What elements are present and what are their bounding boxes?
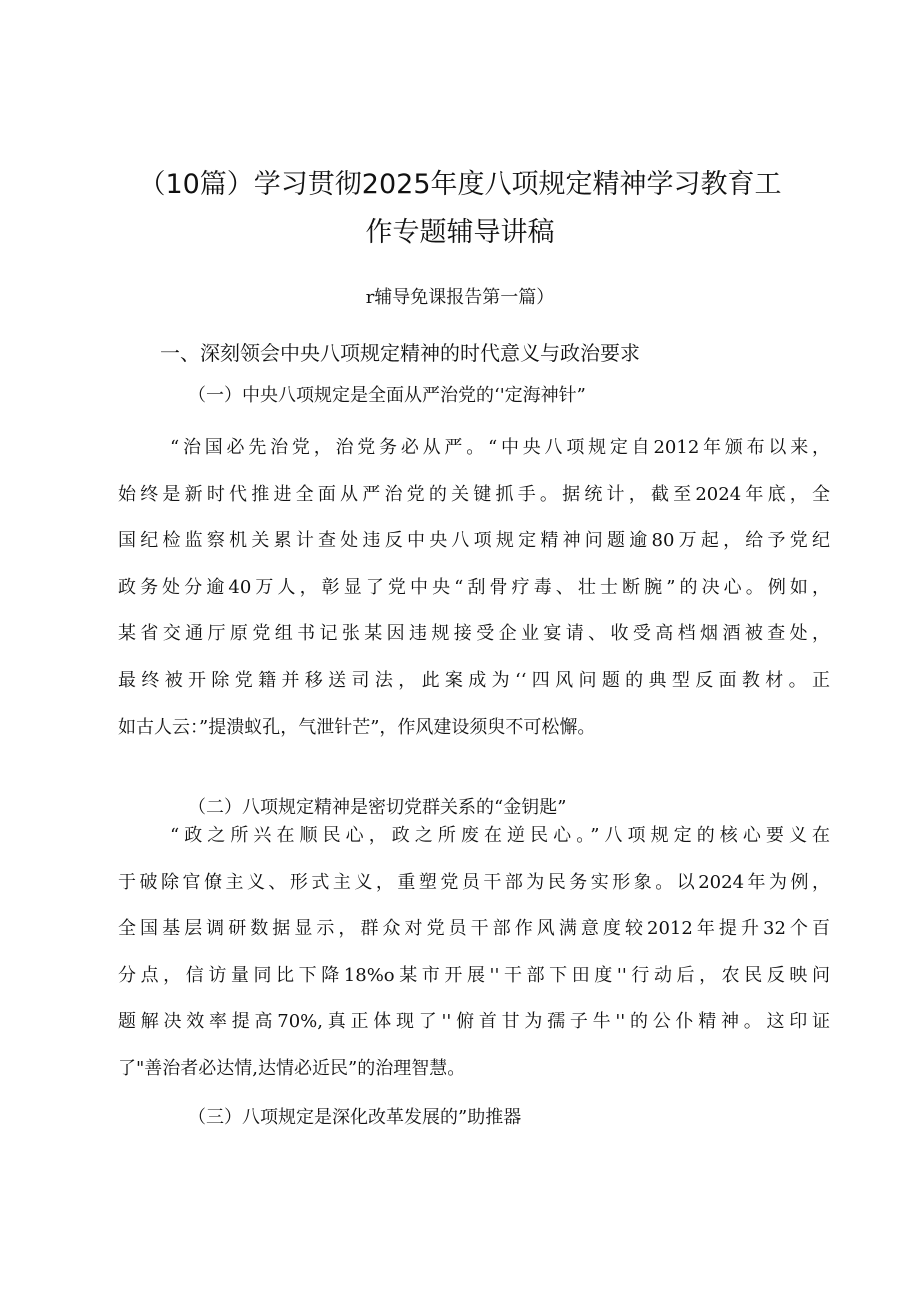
paragraph-line: 于破除官僚主义、形式主义，重塑党员干部为民务实形象。以2024年为例， (118, 871, 830, 893)
paragraph-line: 政务处分逾40万人，彰显了党中央“刮骨疗毒、壮士断腕”的决心。例如， (118, 576, 830, 598)
paragraph-line: 题解决效率提高70%,真正体现了''俯首甘为孺子牛''的公仆精神。这印证 (118, 1011, 830, 1033)
paragraph-line: 分点，信访量同比下降18%o某市开展''干部下田度''行动后，农民反映问 (118, 964, 830, 986)
document-title-line-1: （10篇）学习贯彻2025年度八项规定精神学习教育工 (138, 169, 782, 200)
section-heading: 一、深刻领会中央八项规定精神的时代意义与政治要求 (160, 341, 640, 365)
paragraph-1 (118, 425, 830, 751)
paragraph-line: 了"善治者必达情,达情必近民”的治理智慧。 (118, 1057, 466, 1079)
paragraph-line: 国纪检监察机关累计查处违反中央八项规定精神问题逾80万起，给予党纪 (118, 530, 830, 552)
document-subtitle: r辅导免课报告第一篇） (365, 287, 555, 308)
paragraph-line: “政之所兴在顺民心，政之所废在逆民心。”八项规定的核心要义在 (170, 825, 830, 846)
paragraph-2 (118, 813, 830, 1093)
subsection-heading-1: （一）中央八项规定是全面从严治党的‘'定海神针” (188, 385, 586, 406)
paragraph-line: “治国必先治党，治党务必从严。“中央八项规定自2012年颁布以来， (170, 437, 830, 458)
paragraph-line: 最终被开除党籍并移送司法，此案成为‘‘四风问题的典型反面教材。正 (118, 669, 830, 691)
document-title-line-2: 作专题辅导讲稿 (365, 217, 555, 248)
subsection-heading-3: （三）八项规定是深化改革发展的”助推器 (188, 1107, 522, 1128)
paragraph-line: 全国基层调研数据显示，群众对党员干部作风满意度较2012年提升32个百 (118, 918, 830, 940)
paragraph-line: 某省交通厅原党组书记张某因违规接受企业宴请、收受高档烟酒被查处， (118, 623, 830, 645)
paragraph-line: 如古人云：”提溃蚁孔，气泄针芒”，作风建设须臾不可松懈。 (118, 716, 596, 738)
subsection-heading-2: （二）八项规定精神是密切党群关系的“金钥匙” (188, 797, 567, 818)
paragraph-line: 始终是新时代推进全面从严治党的关键抓手。据统计，截至2024年底，全 (118, 483, 830, 505)
